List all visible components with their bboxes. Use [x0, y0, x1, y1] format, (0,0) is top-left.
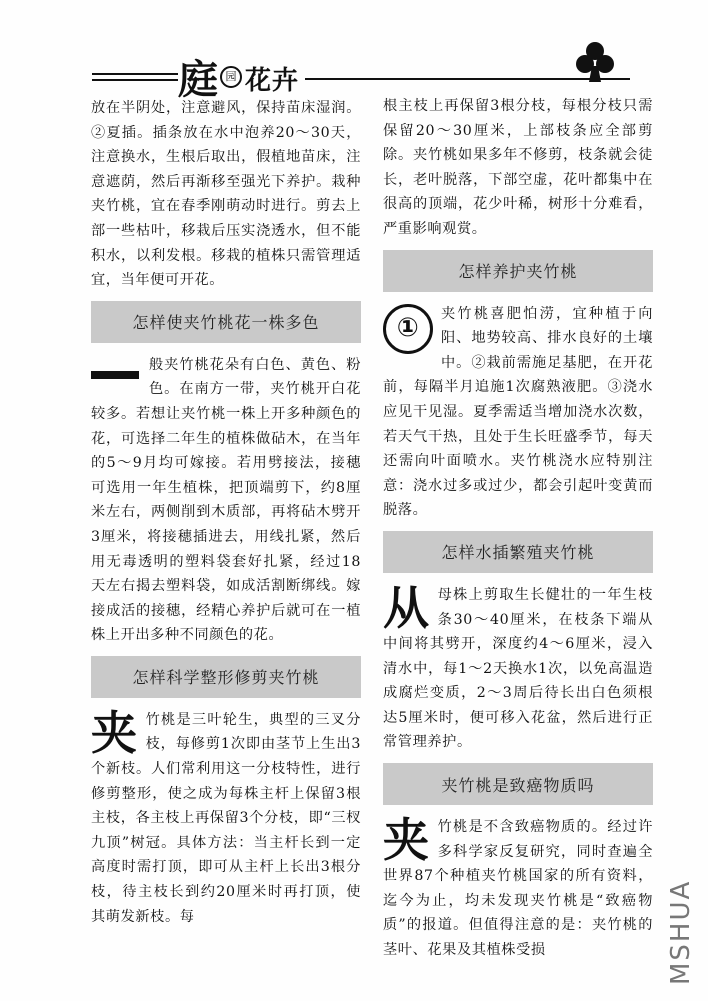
propagation-text: 母株上剪取生长健壮的一年生枝条30～40厘米，在枝条下端从中间将其劈开，深度约4～6厘米，浸入清水中，每1～2天换水1次，以免高温造成腐烂变质，2～3周后待长出白色须根达5厘米时，便可移入花盆，然后进行正常管理养护。 — [383, 586, 653, 751]
club-icon — [575, 40, 615, 84]
section-heading-care: 怎样养护夹竹桃 — [383, 250, 653, 292]
section-title-circle-char: 园 — [220, 66, 242, 88]
section-title-rest: 花卉 — [245, 66, 300, 96]
section-heading-propagation: 怎样水插繁殖夹竹桃 — [383, 531, 653, 573]
drop-cap: 夹 — [91, 705, 138, 760]
left-intro-paragraph: 放在半阴处，注意避风，保持苗床湿润。②夏插。插条放在水中泡养20～30天，注意换水，生根后取出，假植地苗床，注意遮荫，然后再渐移至强光下养护。栽种夹竹桃，宜在春季刚萌动时进行。剪去上部一些枯叶，移栽后压实浇透水，但不能积水，以利发根。移栽的植株只需管理适宜，当年便可开花。 — [91, 100, 361, 289]
left-column — [91, 96, 361, 929]
right-intro-paragraph: 根主枝上再保留3根分枝，每根分枝只需保留20～30厘米，上部枝条应全部剪除。夹竹桃如果多年不修剪，枝条就会徒长，老叶脱落，下部空虚，花叶都集中在很高的顶端，花少叶稀，树形十分难看，严重影响观赏。 — [383, 98, 653, 237]
carcinogen-paragraph — [383, 815, 653, 963]
page-header — [0, 0, 708, 103]
pruning-paragraph — [91, 705, 361, 929]
drop-cap: 夹 — [383, 813, 430, 868]
watermark: MSHUA — [666, 879, 696, 985]
drop-cap: 从 — [383, 580, 430, 635]
section-heading-carcinogen: 夹竹桃是致癌物质吗 — [383, 763, 653, 805]
care-text: 夹竹桃喜肥怕涝，宜种植于向阳、地势较高、排水良好的土壤中。②栽前需施足基肥，在开花前，每隔半月追施1次腐熟液肥。③浇水应见干见湿。夏季需适当增加浇水次数，若天气干热，且处于生长旺盛季节，每天还需向叶面喷水。夹竹桃浇水应特别注意：浇水过多或过少，都会引起叶变黄而脱落。 — [383, 305, 653, 519]
multicolor-text: 般夹竹桃花朵有白色、黄色、粉色。在南方一带，夹竹桃开白花较多。若想让夹竹桃一株上开多种颜色的花，可选择二年生的植株做砧木，在当年的5～9月均可嫁接。若用劈接法，接穗可选用一年生植株，把顶端剪下，约8厘米左右，两侧削到木质部，再将砧木劈开3厘米，将接穗插进去，用线扎紧，然后用无毒透明的塑料袋套好扎紧，经过18天左右揭去塑料袋，如成活割断绑线。嫁接成活的接穗，经精心养护后就可在一植株上开出多种不同颜色的花。 — [91, 356, 361, 644]
section-heading-multicolor: 怎样使夹竹桃花一株多色 — [91, 301, 361, 343]
section-heading-pruning: 怎样科学整形修剪夹竹桃 — [91, 656, 361, 698]
section-title-big-char: 庭 — [178, 57, 216, 103]
propagation-paragraph — [383, 580, 653, 755]
right-column — [383, 94, 653, 963]
carcinogen-text: 竹桃是不含致癌物质的。经过许多科学家反复研究，同时查遍全世界87个种植夹竹桃国家的所有资料，迄今为止，均未发现夹竹桃是“致癌物质”的报道。但值得注意的是：夹竹桃的茎叶、花果及其植株受损 — [383, 819, 653, 959]
header-rule-left-2 — [92, 79, 178, 81]
header-rule-left — [92, 73, 178, 75]
multicolor-paragraph — [91, 353, 361, 648]
drop-cap-one — [91, 371, 139, 379]
pruning-text: 竹桃是三叶轮生，典型的三叉分枝，每修剪1次即由茎节上生出3个新枝。人们常利用这一分枝特性，进行修剪整形，使之成为每株主杆上保留3根主枝，各主枝上再保留3个分枝，即“三杈九顶”树冠。具体方法：当主杆长到一定高度时需打顶，即可从主杆上长出3根分枝，待主枝长到约20厘米时再打顶，使其萌发新枝。每 — [91, 711, 361, 925]
drop-cap-circled-one: ① — [383, 304, 433, 354]
care-paragraph — [383, 302, 653, 523]
